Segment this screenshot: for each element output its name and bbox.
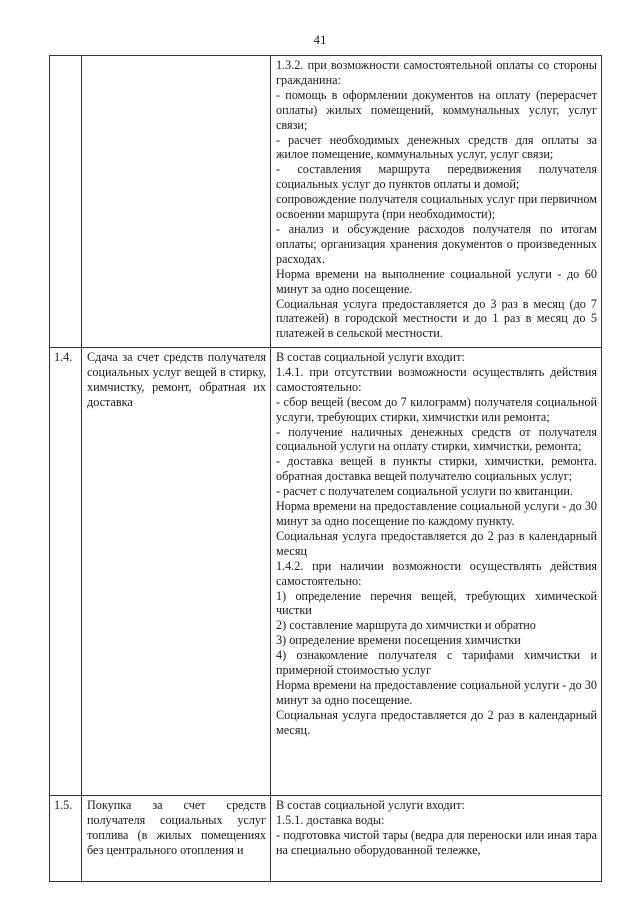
row-number	[50, 56, 82, 348]
service-content	[271, 56, 602, 348]
content-line: 2) составление маршрута до химчистки и обратно	[276, 618, 536, 633]
content-line: 1) определение перечня вещей, требующих химической чистки	[276, 588, 597, 618]
content-line: Норма времени на предоставление социальной услуги - до 30 минут за одно посещение по каждому пункту.	[276, 499, 597, 528]
content-line: 1.4.2. при наличии возможности осуществлять действия самостоятельно:	[276, 558, 597, 588]
service-name	[82, 56, 271, 348]
content-line: Социальная услуга предоставляется до 2 раз в календарный месяц.	[276, 707, 597, 737]
content-line: 1.3.2. при возможности самостоятельной оплаты со стороны гражданина:	[276, 58, 597, 87]
content-line: - подготовка чистой тары (ведра для переноски или иная тара на специально оборудованной тележке,	[276, 827, 597, 857]
content-line: 3) определение времени посещения химчистки	[276, 633, 521, 648]
content-line: 1.4.1. при отсутствии возможности осуществлять действия самостоятельно:	[276, 364, 597, 394]
service-name: Сдача за счет средств получателя социальных услуг вещей в стирку, химчистку, ремонт, обратная их доставка	[82, 348, 271, 796]
table-row	[50, 348, 602, 796]
row-number: 1.4.	[50, 348, 82, 796]
service-name: Покупка за счет средств получателя социальных услуг топлива (в жилых помещениях без центрального отопления и	[82, 796, 271, 882]
content-line: 4) ознакомление получателя с тарифами химчистки и примерной стоимостью услуг	[276, 648, 597, 678]
content-line: В состав социальной услуги входит:	[276, 798, 465, 812]
content-line: Норма времени на выполнение социальной услуги - до 60 минут за одно посещение.	[276, 266, 597, 296]
service-content	[271, 348, 602, 796]
content-line: - сбор вещей (весом до 7 килограмм) получателя социальной услуги, требующих стирки, химчистки или ремонта;	[276, 394, 597, 424]
content-line: Норма времени на предоставление социальной услуги - до 30 минут за одно посещение.	[276, 677, 597, 707]
row-number: 1.5.	[50, 796, 82, 882]
content-line: - расчет необходимых денежных средств для оплаты за жилое помещение, коммунальных услуг, услуг связи;	[276, 132, 597, 162]
content-line: - составления маршрута передвижения получателя социальных услуг до пунктов оплаты и домой;	[276, 162, 597, 192]
content-line: - получение наличных денежных средств от получателя социальной услуги на оплату стирки, химчистки, ремонта;	[276, 424, 597, 454]
table-row	[50, 796, 602, 882]
content-line: Социальная услуга предоставляется до 3 раз в месяц (до 7 платежей) в городской местности и до 1 раз в месяц до 5 платежей в сельской местности.	[276, 296, 597, 341]
content-line: сопровождение получателя социальных услуг при первичном освоении маршрута (при необходимости);	[276, 192, 597, 222]
content-line: - анализ и обсуждение расходов получателя по итогам оплаты; организация хранения документов о произведенных расходах.	[276, 221, 597, 266]
service-content	[271, 796, 602, 882]
content-line: Социальная услуга предоставляется до 2 раз в календарный месяц	[276, 528, 597, 558]
page-number: 41	[313, 32, 327, 47]
content-line: - расчет с получателем социальной услуги по квитанции.	[276, 484, 573, 499]
content-line: - помощь в оформлении документов на оплату (перерасчет оплаты) жилых помещений, коммунальных услуг, услуг связи;	[276, 87, 597, 132]
content-line: 1.5.1. доставка воды:	[276, 812, 385, 827]
services-table	[49, 55, 602, 882]
content-line: - доставка вещей в пункты стирки, химчистки, ремонта. обратная доставка вещей получателю социальных услуг;	[276, 454, 597, 484]
table-row	[50, 56, 602, 348]
content-line: В состав социальной услуги входит:	[276, 350, 465, 364]
